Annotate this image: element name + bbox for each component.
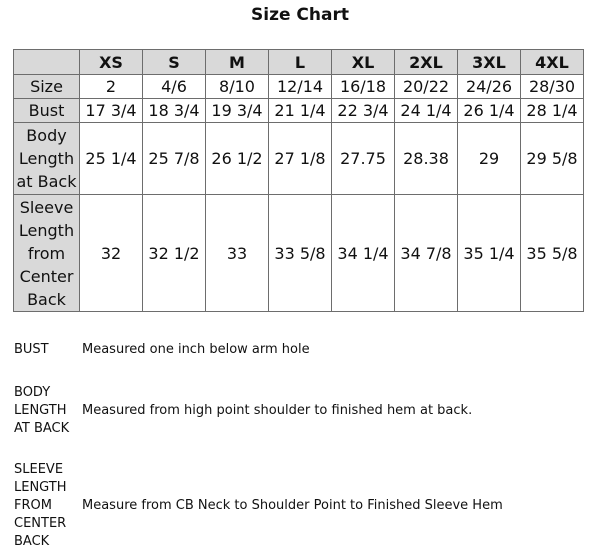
note-term-line: FROM — [14, 498, 52, 513]
table-cell: 28/30 — [521, 75, 584, 99]
row-label-line: Body — [26, 126, 67, 145]
table-cell: 34 7/8 — [395, 195, 458, 312]
table-cell: 27.75 — [332, 123, 395, 195]
table-cell: 22 3/4 — [332, 99, 395, 123]
table-row — [14, 75, 584, 99]
row-label-line: at Back — [16, 172, 77, 191]
table-cell: 35 5/8 — [521, 195, 584, 312]
table-row — [14, 195, 584, 312]
table-cell: 35 1/4 — [458, 195, 521, 312]
table-cell: 2 — [80, 75, 143, 99]
row-label — [14, 123, 80, 195]
table-cell: 33 5/8 — [269, 195, 332, 312]
table-row — [14, 123, 584, 195]
table-cell: 26 1/4 — [458, 99, 521, 123]
table-cell: 24 1/4 — [395, 99, 458, 123]
row-label-line: Back — [27, 289, 66, 309]
table-cell: 26 1/2 — [206, 123, 269, 195]
note-term-line: BUST — [14, 342, 49, 357]
table-cell: 18 3/4 — [143, 99, 206, 123]
note-term-line: CENTER — [14, 516, 67, 531]
table-cell: 32 — [80, 195, 143, 312]
note-term-line: BACK — [14, 534, 50, 549]
table-cell: 34 1/4 — [332, 195, 395, 312]
table-row — [14, 99, 584, 123]
table-cell: 28.38 — [395, 123, 458, 195]
note-term-bust — [14, 341, 78, 359]
table-cell: 25 1/4 — [80, 123, 143, 195]
table-cell: 19 3/4 — [206, 99, 269, 123]
row-label-line: Sleeve — [19, 197, 74, 217]
table-cell: 21 1/4 — [269, 99, 332, 123]
note-term-line: BODY — [14, 385, 51, 400]
table-cell: 25 7/8 — [143, 123, 206, 195]
header-corner-cell — [14, 50, 80, 75]
table-cell: 29 5/8 — [521, 123, 584, 195]
note-term-line: LENGTH — [14, 403, 67, 418]
row-label-line: Length — [18, 220, 75, 240]
note-definition-body-length: Measured from high point shoulder to finished hem at back. — [82, 403, 473, 418]
table-cell: 12/14 — [269, 75, 332, 99]
row-label — [14, 195, 80, 312]
column-header: L — [269, 50, 332, 75]
note-term-sleeve-length — [14, 461, 78, 551]
column-header: 3XL — [458, 50, 521, 75]
table-cell: 29 — [458, 123, 521, 195]
row-label-line: from — [27, 243, 66, 263]
row-label-line: Length — [18, 149, 75, 168]
note-term-line: AT BACK — [14, 421, 70, 436]
table-cell: 16/18 — [332, 75, 395, 99]
note-term-body-length — [14, 384, 78, 438]
table-cell: 17 3/4 — [80, 99, 143, 123]
table-cell: 4/6 — [143, 75, 206, 99]
size-chart-table — [13, 49, 584, 312]
note-definition-sleeve-length: Measure from CB Neck to Shoulder Point to Finished Sleeve Hem — [82, 498, 503, 513]
table-cell: 27 1/8 — [269, 123, 332, 195]
column-header: 2XL — [395, 50, 458, 75]
table-header-row — [14, 50, 584, 75]
note-term-line: LENGTH — [14, 480, 67, 495]
table-cell: 32 1/2 — [143, 195, 206, 312]
column-header: XL — [332, 50, 395, 75]
note-term-line: SLEEVE — [14, 462, 64, 477]
note-definition-bust: Measured one inch below arm hole — [82, 342, 310, 357]
table-cell: 28 1/4 — [521, 99, 584, 123]
row-label: Bust — [14, 99, 80, 123]
row-label-line: Center — [19, 266, 74, 286]
table-cell: 33 — [206, 195, 269, 312]
column-header: XS — [80, 50, 143, 75]
table-cell: 8/10 — [206, 75, 269, 99]
column-header: 4XL — [521, 50, 584, 75]
column-header: S — [143, 50, 206, 75]
page-title: Size Chart — [251, 5, 349, 25]
table-cell: 24/26 — [458, 75, 521, 99]
row-label: Size — [14, 75, 80, 99]
column-header: M — [206, 50, 269, 75]
table-cell: 20/22 — [395, 75, 458, 99]
